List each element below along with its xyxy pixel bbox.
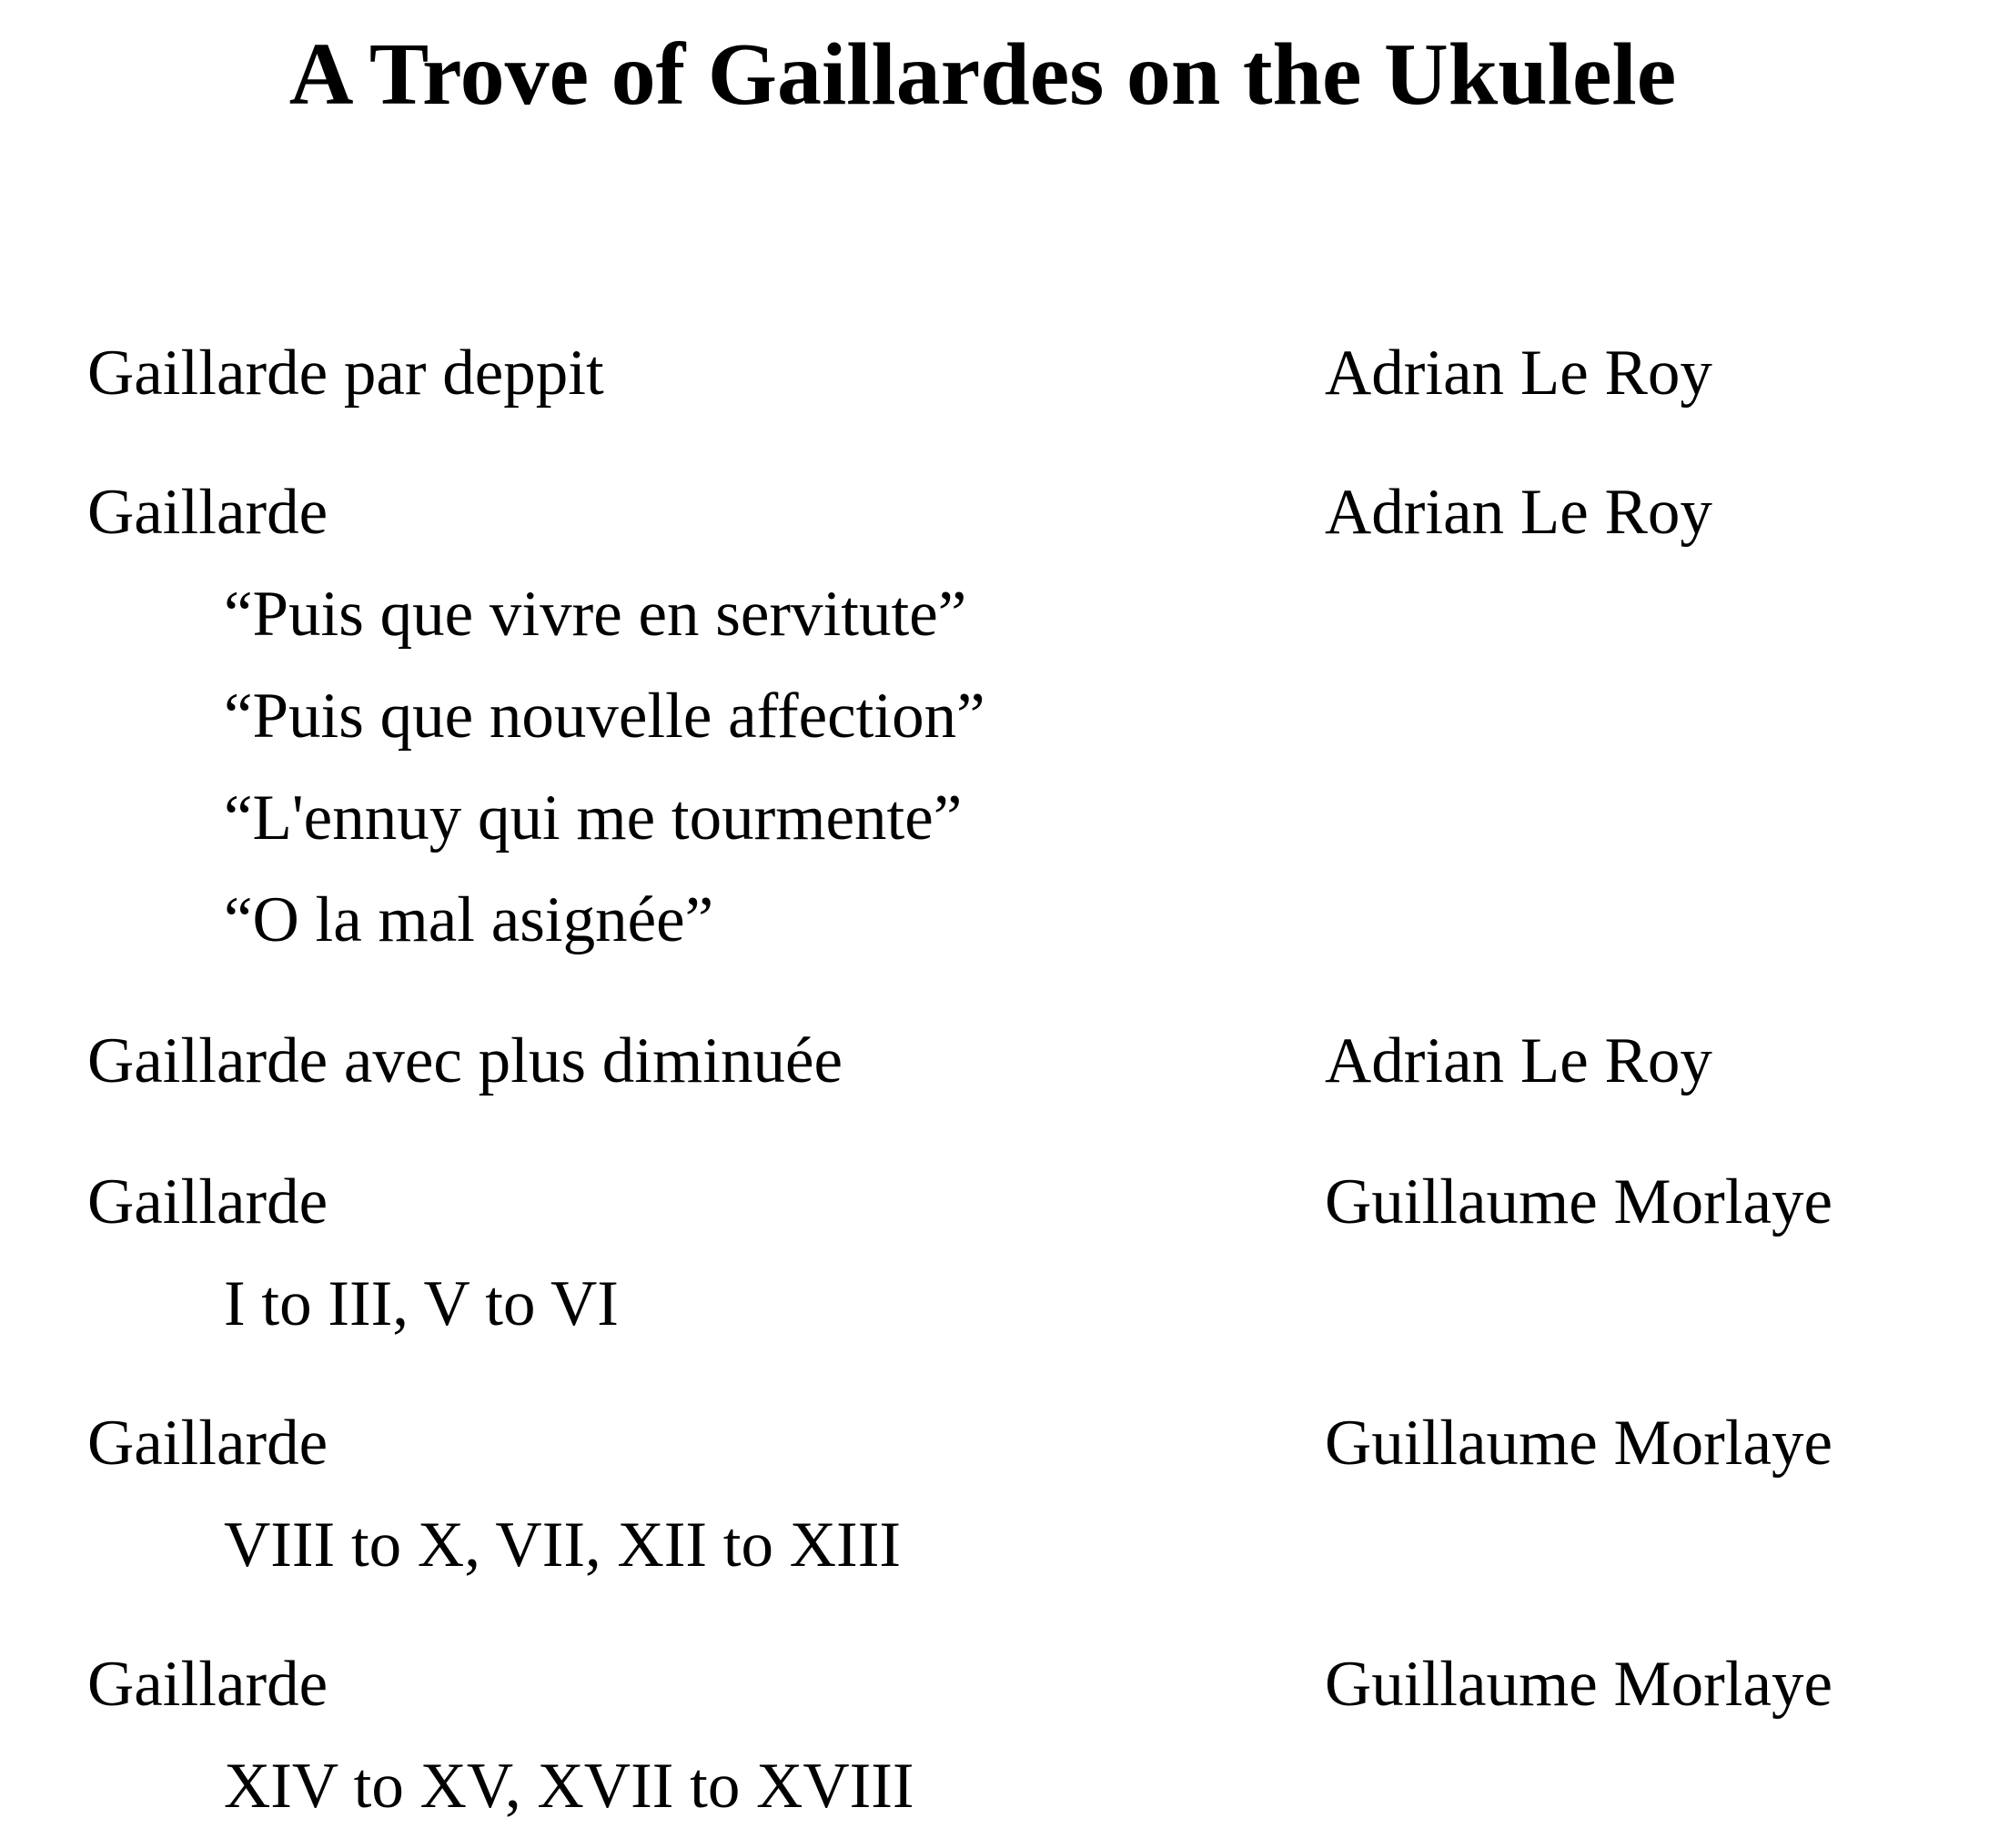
- piece-title: Gaillarde: [87, 1649, 328, 1720]
- list-item: [87, 1392, 1916, 1596]
- list-item: [87, 322, 1916, 424]
- piece-subtitle: VIII to X, VII, XII to XIII: [224, 1510, 901, 1580]
- piece-subtitle: “L'ennuy qui me tourmente”: [224, 783, 963, 853]
- piece-title: Gaillarde: [87, 477, 328, 548]
- list-item: [87, 1151, 1916, 1355]
- piece-subtitle: “O la mal asignée”: [224, 884, 714, 955]
- composer-name: Guillaume Morlaye: [1325, 1166, 1832, 1237]
- piece-title: Gaillarde: [87, 1166, 328, 1237]
- composer-name: Adrian Le Roy: [1325, 477, 1712, 548]
- piece-subtitle: “Puis que nouvelle affection”: [224, 681, 985, 752]
- composer-name: Adrian Le Roy: [1325, 1025, 1712, 1096]
- page-title: A Trove of Gaillardes on the Ukulele: [288, 25, 1677, 124]
- list-item: [87, 1633, 1916, 1837]
- piece-title: Gaillarde avec plus diminuée: [87, 1025, 843, 1096]
- list-item: [87, 1010, 1916, 1112]
- piece-title: Gaillarde: [87, 1408, 328, 1479]
- piece-subtitle: XIV to XV, XVII to XVIII: [224, 1751, 914, 1822]
- composer-name: Adrian Le Roy: [1325, 338, 1712, 409]
- piece-subtitle: “Puis que vivre en servitute”: [224, 579, 967, 650]
- piece-subtitle: I to III, V to VI: [224, 1268, 619, 1339]
- list-item: [87, 461, 1916, 971]
- composer-name: Guillaume Morlaye: [1325, 1649, 1832, 1720]
- piece-title: Gaillarde par deppit: [87, 338, 604, 409]
- composer-name: Guillaume Morlaye: [1325, 1408, 1832, 1479]
